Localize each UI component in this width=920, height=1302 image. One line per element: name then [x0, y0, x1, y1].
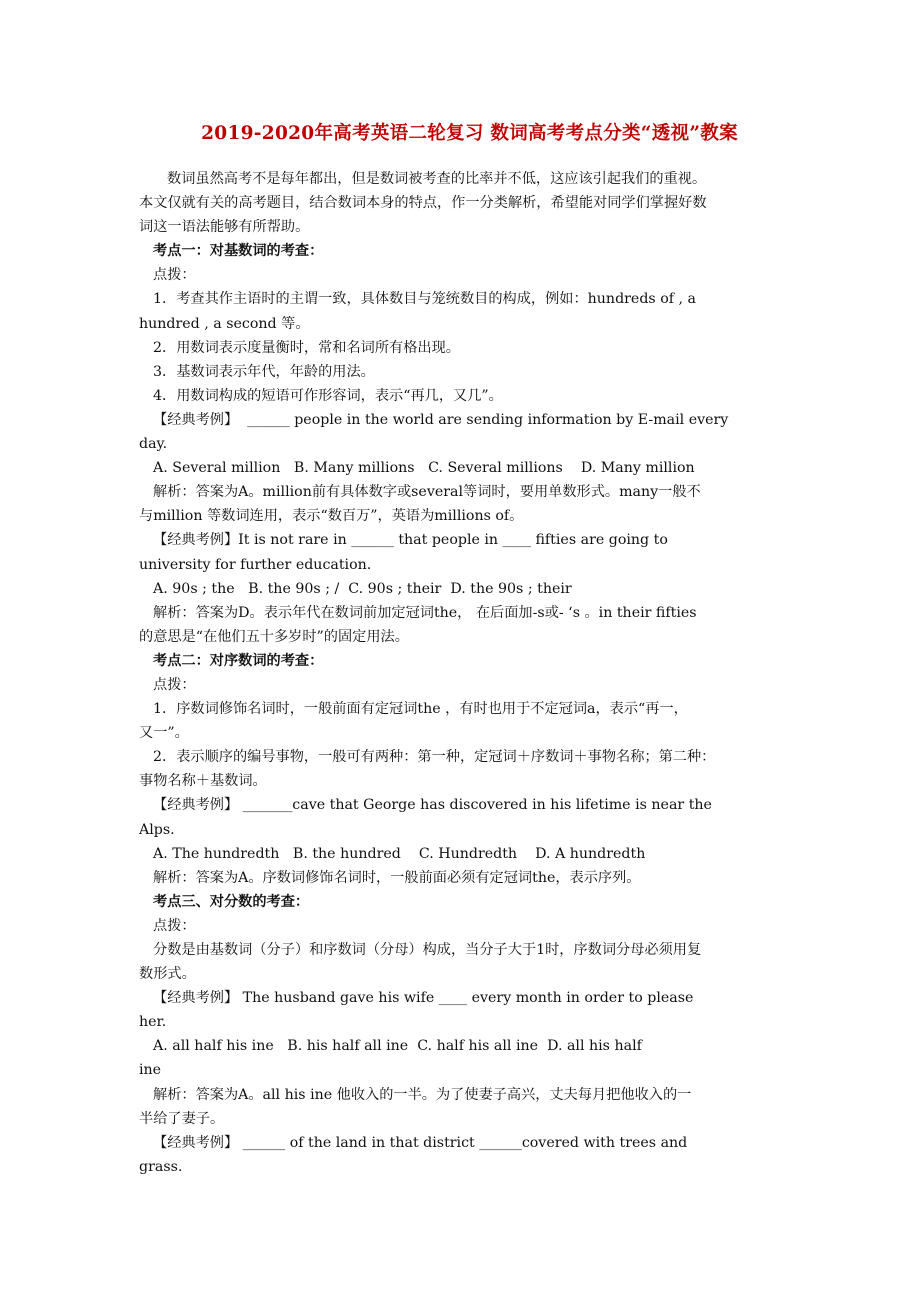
text-line: 1．考查其作主语时的主谓一致，具体数目与笼统数目的构成，例如：hundreds of , a: [153, 291, 696, 308]
text-line: 数词虽然高考不是每年都出，但是数词被考查的比率并不低，这应该引起我们的重视。: [167, 171, 707, 187]
text-line: 数形式。: [139, 966, 196, 983]
text-line: A. The hundredth B. the hundred C. Hundredth D. A hundredth: [153, 845, 646, 862]
text-line: hundred , a second 等。: [139, 315, 310, 332]
text-line: 【经典考例】 _______cave that George has discovered in his lifetime is near the: [153, 797, 712, 814]
text-line: day.: [139, 436, 168, 453]
text-line: 4．用数词构成的短语可作形容词，表示“再几，又几”。: [153, 387, 503, 404]
text-line: 2．用数词表示度量衡时，常和名词所有格出现。: [153, 339, 460, 356]
text-line: 半给了妻子。: [139, 1110, 225, 1127]
text-line: 点拨：: [153, 676, 196, 693]
text-line: 【经典考例】 The husband gave his wife ____ every month in order to please: [153, 990, 694, 1007]
section-heading: 考点一：对基数词的考查：: [153, 243, 324, 260]
text-line: grass.: [139, 1158, 183, 1175]
text-line: Alps.: [139, 821, 175, 838]
text-line: ine: [139, 1062, 162, 1079]
text-line: her.: [139, 1014, 167, 1031]
text-line: 解析：答案为A。million前有具体数字或several等词时，要用单数形式。many一般不: [153, 484, 701, 501]
text-line: 解析：答案为D。表示年代在数词前加定冠词the， 在后面加-s或- ‘s 。in their fifties: [153, 604, 697, 621]
section-heading: 考点二：对序数词的考查：: [153, 652, 324, 669]
text-line: 【经典考例】It is not rare in ______ that people in ____ fifties are going to: [153, 532, 668, 549]
text-line: 【经典考例】 ______ of the land in that district ______covered with trees and: [153, 1134, 688, 1151]
text-line: A. 90s ; the B. the 90s ; / C. 90s ; their D. the 90s ; their: [153, 580, 572, 597]
text-line: 本文仅就有关的高考题目，结合数词本身的特点，作一分类解析，希望能对同学们掌握好数: [139, 195, 707, 212]
text-line: university for further education.: [139, 556, 372, 573]
text-line: 事物名称＋基数词。: [139, 773, 267, 790]
text-line: 【经典考例】 ______ people in the world are sending information by E-mail every: [153, 411, 729, 428]
text-line: 词这一语法能够有所帮助。: [139, 219, 310, 236]
text-line: 3．基数词表示年代，年龄的用法。: [153, 363, 375, 380]
text-line: 解析：答案为A。all his ine 他收入的一半。为了使妻子高兴，丈夫每月把他收入的一: [153, 1086, 692, 1103]
text-line: 2．表示顺序的编号事物，一般可有两种：第一种，定冠词＋序数词＋事物名称；第二种：: [153, 749, 716, 766]
text-line: 1．序数词修饰名词时，一般前面有定冠词the ，有时也用于不定冠词a，表示“再一，: [153, 701, 688, 718]
document-title: 2019-2020年高考英语二轮复习 数词高考考点分类“透视”教案: [201, 123, 738, 144]
text-line: 解析：答案为A。序数词修饰名词时，一般前面必须有定冠词the，表示序列。: [153, 869, 641, 886]
text-line: A. Several million B. Many millions C. Several millions D. Many million: [153, 460, 695, 477]
document-body: [139, 167, 810, 1179]
text-line: 分数是由基数词（分子）和序数词（分母）构成，当分子大于1时，序数词分母必须用复: [153, 942, 702, 958]
text-line: 与million 等数词连用，表示“数百万”，英语为millions of。: [139, 508, 524, 525]
text-line: 点拨：: [153, 917, 196, 934]
section-heading: 考点三、对分数的考查：: [153, 893, 310, 910]
text-line: A. all half his ine B. his half all ine C. half his all ine D. all his half: [153, 1038, 642, 1055]
text-line: 的意思是“在他们五十多岁时”的固定用法。: [139, 628, 409, 645]
text-line: 点拨：: [153, 267, 196, 284]
text-line: 又一”。: [139, 725, 189, 742]
